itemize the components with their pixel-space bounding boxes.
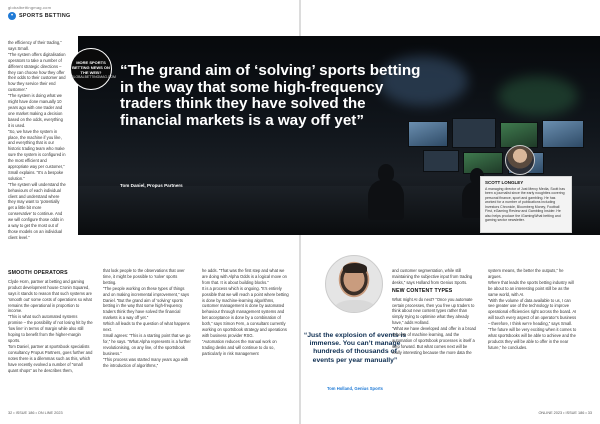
paragraph: that look people to the observations that over time, it might be possible to ‘solve’ sports betting. [103, 268, 185, 285]
web-promo-badge [70, 48, 116, 90]
monitor [542, 120, 584, 148]
column-2 [103, 268, 191, 368]
paragraph: Which all leads to the question of what happens next. [103, 321, 190, 333]
paragraph: Clyde Horn, partner at betting and gaming product development house Cronin Squared, says it stands to reason that such systems are ‘smooth out’ some costs of operations so what remains the operational in proportion to income. [8, 278, 92, 314]
photo-hair [343, 263, 367, 273]
paragraph: “This process was started many years ago with the introduction of algorithms,” [103, 356, 189, 368]
monitor [423, 150, 459, 172]
paragraph: Tom Daniel, partner at sportsbook specialists consultancy Propus Partners, goes further and notes there is a dilemmas such as this, which have recently evolved a number of “small quant shops” as he describes them, [8, 343, 93, 373]
hero-quote: “The grand aim of ‘solving’ sports betting in the way that some high-frequency traders think they have solved the financial markets is a way off yet” [120, 62, 421, 129]
column-1-bottom [8, 268, 93, 373]
paragraph: system means, the better the outputs,” he argues. [488, 268, 564, 279]
paragraph: Where that leads the sports betting industry will be about to an interesting point still be as the same world, with AI. [488, 279, 574, 297]
paragraph: he adds. “That was the first step and what we are doing with Alpha Odds is a logical move on from that. It is about building blocks.” [202, 268, 287, 285]
pull-quote-photo [325, 255, 383, 313]
paragraph: What might AI do next? “Once you automate certain processes, then you free up traders to think about new content types rather than simply trying to optimise what they already have,” adds Holland. [392, 296, 475, 326]
column-1-top [8, 40, 66, 241]
author-photo [505, 145, 535, 175]
photo-shirt [334, 300, 376, 313]
subheading: SMOOTH OPERATORS [8, 270, 68, 276]
hero-quote-credit: Tom Daniel, Propus Partners [120, 183, 183, 188]
monitor [452, 118, 496, 148]
folio-right: ONLINE 2023 • ISSUE 186 • 33 [538, 411, 592, 415]
column-6 [488, 268, 578, 351]
author-name: SCOTT LONGLEY [485, 180, 524, 185]
site-url: globalbettingmag.com [8, 5, 52, 10]
paragraph: “The future will be very exciting when it comes to what sportsbooks will be able to achieve and the products they will be able to offer in the near future,” he concludes. [488, 327, 577, 350]
column-5 [392, 268, 477, 356]
paragraph: “This is what such automated systems promise – the possibility of not losing hit by the ‘low line’ in terms of margin while also still hoping to benefit from the higher-margin sports. [8, 314, 93, 343]
monitor [463, 152, 503, 174]
trader-silhouette [368, 180, 404, 220]
paragraph: “With the volume of data available to us, I can see greater use of the technology to improve operational efficiencies right across the board. AI will touch every aspect of an operator’s business – therefore, I think we’re heading,” says Small. [488, 297, 577, 327]
pull-quote-credit: Tom Holland, Genius Sports [327, 386, 383, 391]
section-header [8, 12, 71, 20]
paragraph: and customer segmentation, while still maintaining the subjective input from trading desks,” says Holland from Genius Sports. [392, 268, 473, 285]
author-box [480, 176, 572, 233]
paragraph: “Automation reduces the manual work on trading desks and will continue to do so, particularly in risk management [202, 338, 277, 356]
author-bio: A managing director of Just Mercy Media, Scott has been a journalist since the early noughties covering personal finance, sport and gambling. He has worked for a number of publications including Investors Chronicle, Bloomberg Money, Football First, eGaming Review and Gambling Insider. He also helps produce the iGamingWhat betting and gaming sector newsletter. [485, 186, 565, 222]
column-3 [202, 268, 290, 357]
paragraph: the efficiency of their trading,” says Small. [8, 40, 62, 51]
paragraph: “The system is doing what we might have done manually 10 years ago with one trader and one market making a decision based on the odds, everything it is used. [8, 93, 63, 128]
paragraph: “The system offers digitalisation operators to take a number of different strategic directions – they can choose how they offer their odds to their customer and how they service their end customer.” [8, 51, 66, 93]
paragraph: Small agrees: “This is a starting point that we go for,” he says. “What Alpha represents is a further revolutionising, on any line, of the sportsbook business.” [103, 332, 191, 356]
pull-quote: “Just the explosion of events is immense. You can’t manage hundreds of thousands of events per year manually” [303, 332, 407, 364]
section-icon: • [8, 12, 16, 20]
hero-glow [498, 76, 578, 116]
subheading: NEW CONTENT TYPES [392, 287, 453, 294]
paragraph: It is a process which is ongoing. “It’s entirely possible that we will reach a point where betting is done by machine-learning algorithms, customer management is done by automated behaviour through management systems and bet acceptance is done by a combination of both,” says Simon Fern, a consultant currently working on sportsbook strategy and operations with business provider RSG. [202, 285, 289, 338]
paragraph: “The people working on these types of things and on making incremental improvement,” says Daniel. “But the grand aim of ‘solving’ sports betting in the way that some high-frequency traders think they have solved the financial markets is a way off yet.” [103, 285, 190, 321]
badge-line1: MORE SPORTS BETTING NEWS ON THE WEB? [72, 60, 110, 75]
badge-line2: GLOBALBETTINGMAG.COM [71, 75, 116, 79]
paragraph: “What we have developed and offer in a broad scheme of machine learning, and the automation of sportsbook processes is itself a step forward. But what comes next will be really interesting because the more data the [392, 326, 476, 355]
paragraph: “So, we have the system in place, the machine if you like, and everything that is our historic trading team who make sure the system is configured in the most efficient and appropriate way per customer,” Small explains. “It’s a bespoke solution.” [8, 128, 66, 181]
folio-left: 32 • ISSUE 186 • ON LINE 2023 [8, 411, 63, 415]
section-label: SPORTS BETTING [19, 13, 71, 19]
paragraph: “The system will understand the behaviours of each individual client and understand where they may want to ‘potentially get a little bit more conservative’ to continue. And we will configure those odds in a way to get the most out of those models on an individual client level.” [8, 181, 66, 240]
